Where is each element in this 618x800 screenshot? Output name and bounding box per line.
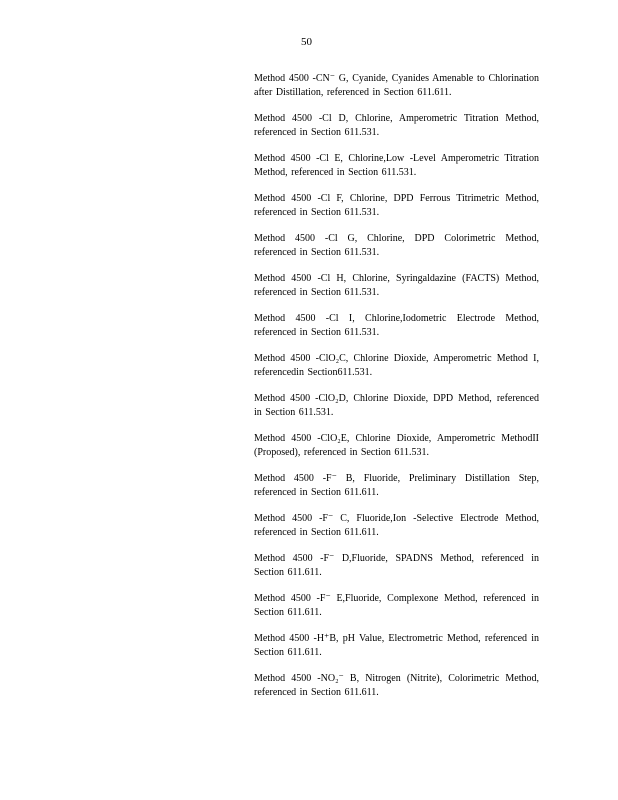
method-entry: Method 4500 -Cl D, Chlorine, Amperometric Titration Method, referenced in Section 611.531. — [254, 113, 539, 138]
method-entry: Method 4500 -F⁻ C, Fluoride,Ion -Selective Electrode Method, referenced in Section 611.611. — [254, 513, 539, 538]
method-reference-list — [254, 72, 539, 712]
method-entry: Method 4500 -Cl I, Chlorine,Iodometric Electrode Method, referenced in Section 611.531. — [254, 313, 539, 338]
method-entry: Method 4500 -ClO₂C, Chlorine Dioxide, Amperometric Method I, referencedin Section611.531. — [254, 353, 539, 378]
method-entry: Method 4500 -ClO₂D, Chlorine Dioxide, DPD Method, referenced in Section 611.531. — [254, 393, 539, 418]
method-entry: Method 4500 -F⁻ D,Fluoride, SPADNS Method, referenced in Section 611.611. — [254, 553, 539, 578]
method-entry: Method 4500 -H⁺B, pH Value, Electrometric Method, referenced in Section 611.611. — [254, 633, 539, 658]
method-entry: Method 4500 -Cl E, Chlorine,Low -Level Amperometric Titration Method, referenced in Section 611.531. — [254, 153, 539, 178]
page-number: 50 — [301, 36, 312, 48]
method-entry: Method 4500 -NO₂⁻ B, Nitrogen (Nitrite), Colorimetric Method, referenced in Section 611.611. — [254, 673, 539, 698]
method-entry: Method 4500 -F⁻ B, Fluoride, Preliminary Distillation Step, referenced in Section 611.611. — [254, 473, 539, 498]
method-entry: Method 4500 -ClO₂E, Chlorine Dioxide, Amperometric MethodII (Proposed), referenced in Section 611.531. — [254, 433, 539, 458]
method-entry: Method 4500 -CN⁻ G, Cyanide, Cyanides Amenable to Chlorination after Distillation, referenced in Section 611.611. — [254, 73, 539, 98]
method-entry: Method 4500 -Cl G, Chlorine, DPD Colorimetric Method, referenced in Section 611.531. — [254, 233, 539, 258]
method-entry: Method 4500 -F⁻ E,Fluoride, Complexone Method, referenced in Section 611.611. — [254, 593, 539, 618]
method-entry: Method 4500 -Cl F, Chlorine, DPD Ferrous Titrimetric Method, referenced in Section 611.531. — [254, 193, 539, 218]
method-entry: Method 4500 -Cl H, Chlorine, Syringaldazine (FACTS) Method, referenced in Section 611.531. — [254, 273, 539, 298]
